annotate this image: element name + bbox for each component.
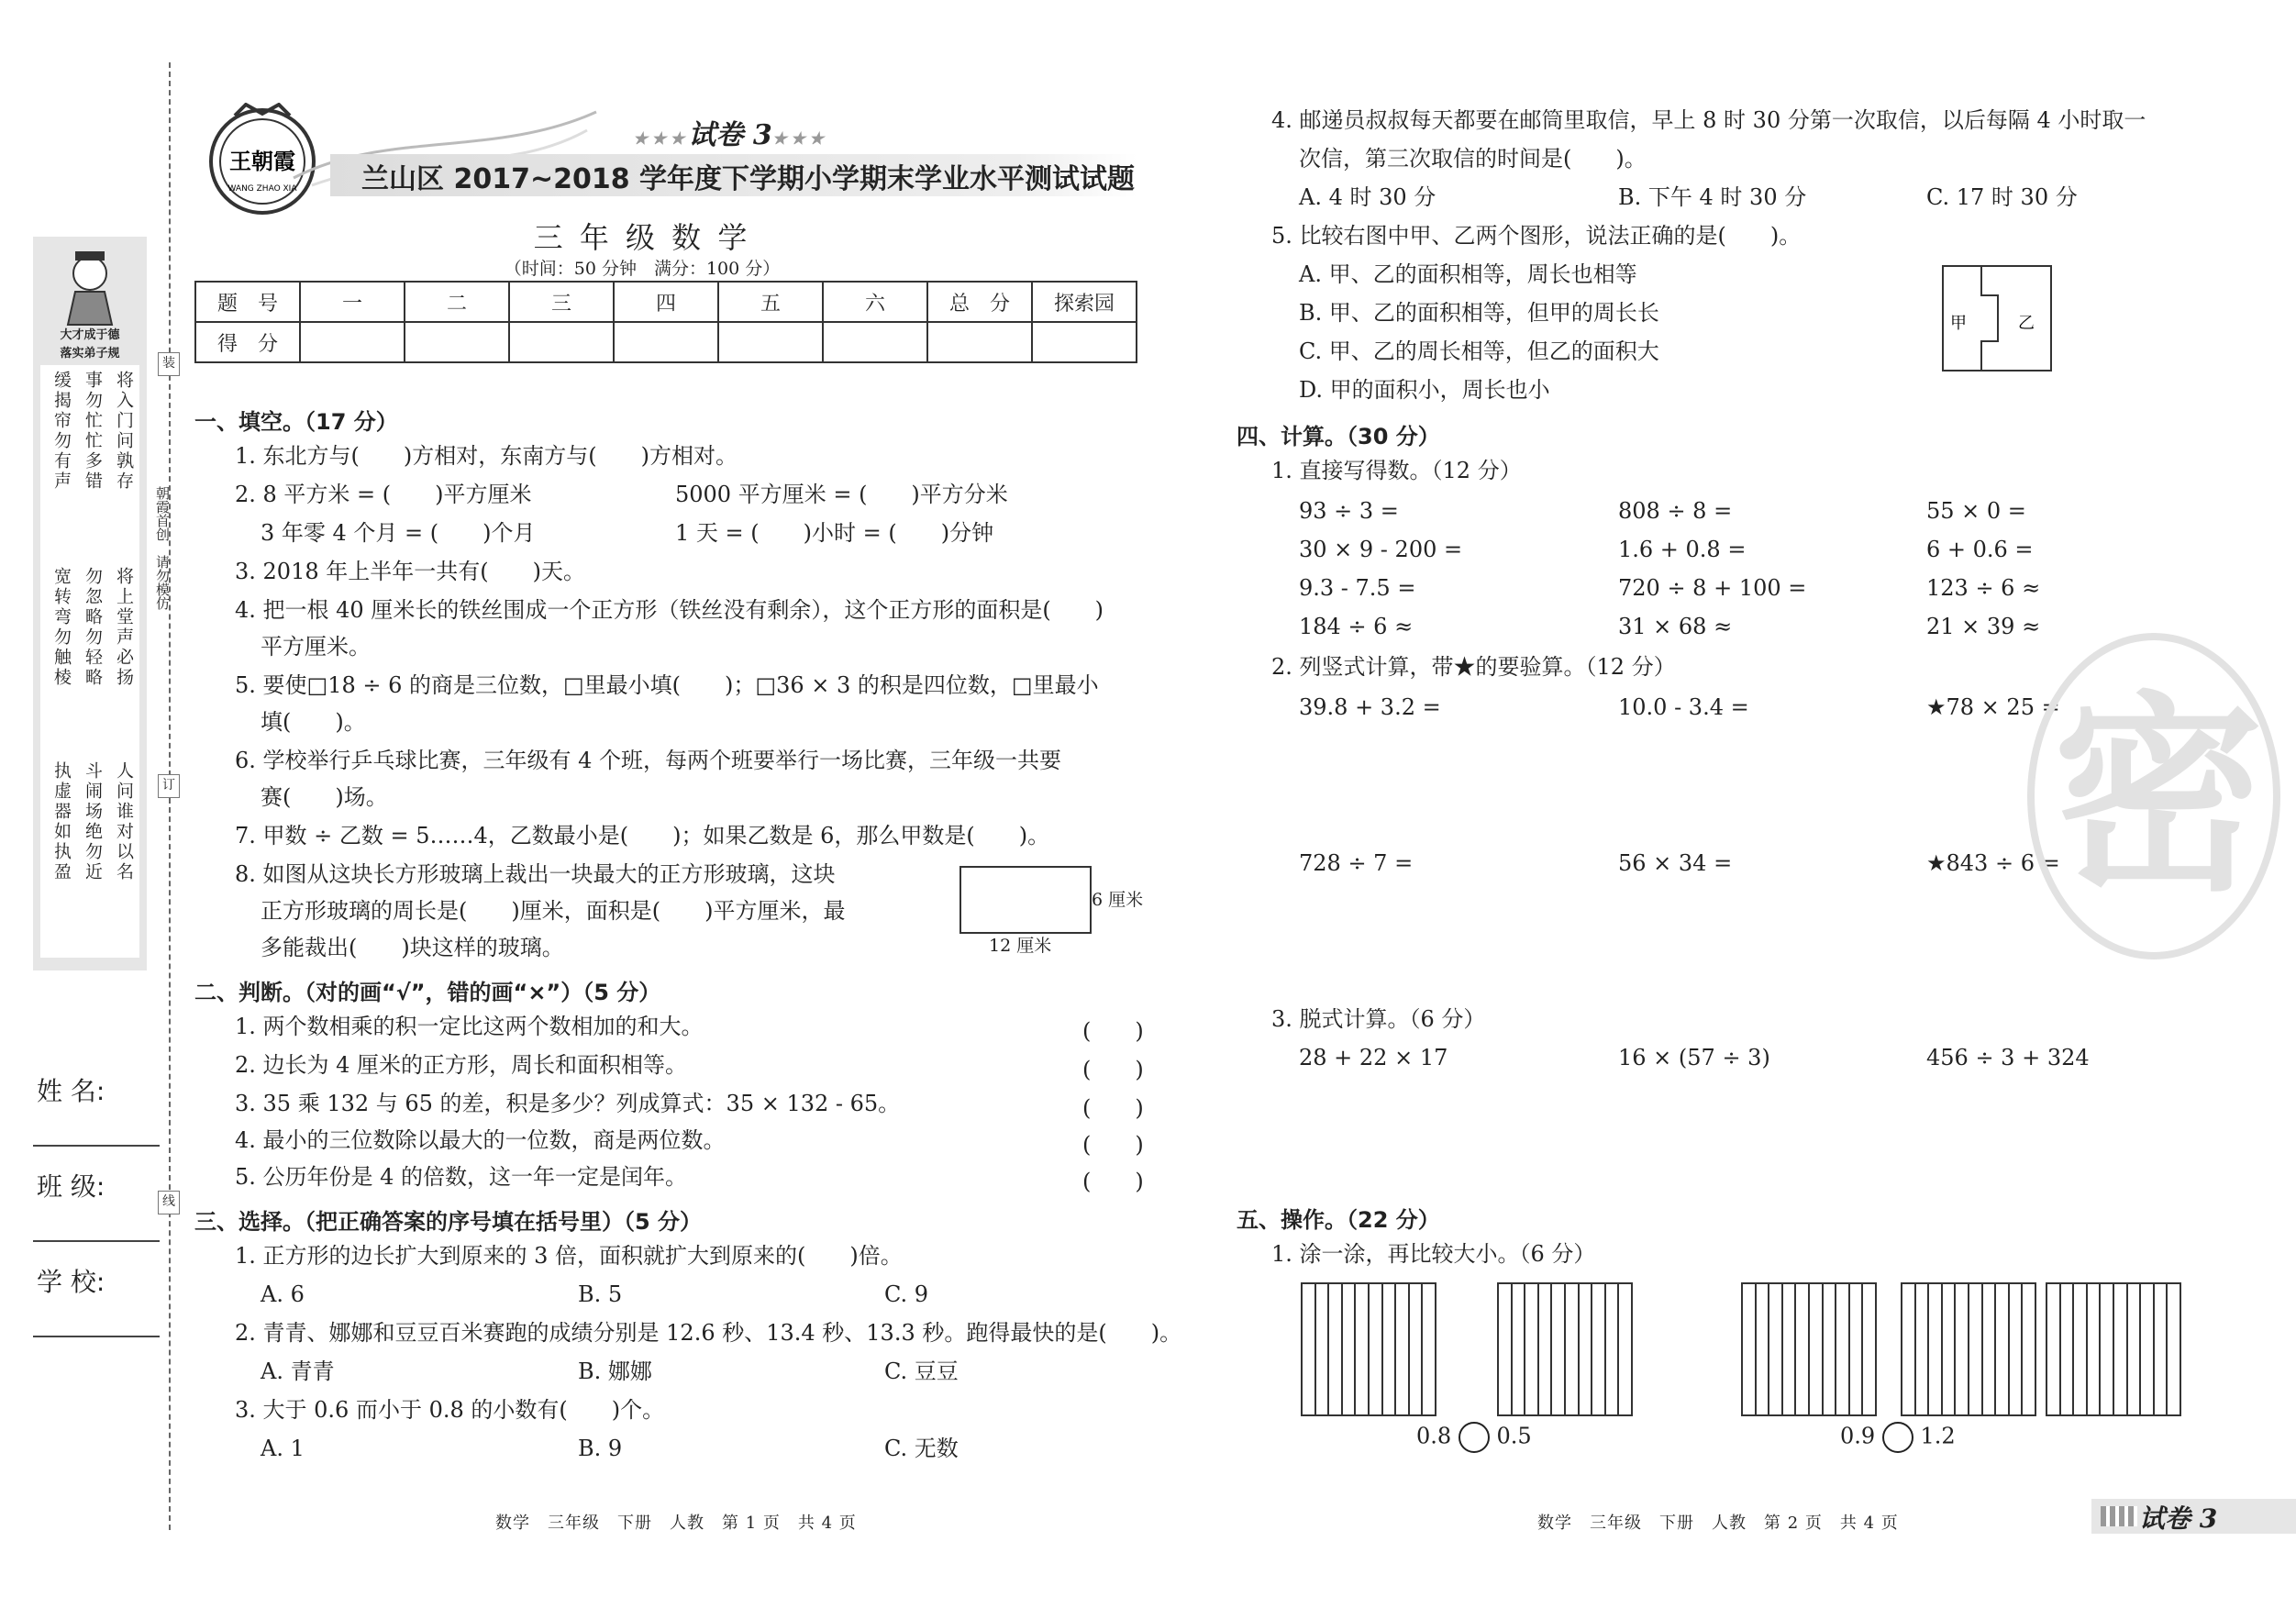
footer-pattern-icon bbox=[2101, 1506, 2137, 1526]
exam-meta: （时间：50 分钟 满分：100 分） bbox=[504, 259, 781, 279]
answer-paren[interactable]: ( ) bbox=[1082, 1057, 1144, 1082]
option[interactable]: B. 9 bbox=[578, 1436, 623, 1461]
option[interactable]: A. 4 时 30 分 bbox=[1299, 184, 1436, 210]
rules-text bbox=[40, 365, 139, 958]
question: 3 年零 4 个月 = ( )个月 bbox=[261, 520, 536, 546]
logo-name: 王朝霞 bbox=[229, 148, 295, 174]
compare-value: 0.8 bbox=[1416, 1423, 1452, 1449]
page-footer-right: 数学 三年级 下册 人教 第 2 页 共 4 页 bbox=[1537, 1514, 1899, 1533]
option[interactable]: D. 甲的面积小，周长也小 bbox=[1299, 377, 1550, 403]
subject-title: 三 年 级 数 学 bbox=[533, 220, 751, 255]
section-4-heading: 四、计算。（30 分） bbox=[1237, 424, 1440, 449]
calc-item: 184 ÷ 6 ≈ bbox=[1299, 614, 1414, 639]
rule-column: 斗闹场绝勿近 bbox=[83, 761, 103, 882]
question: 平方厘米。 bbox=[261, 634, 371, 660]
star-icon: ★★★ bbox=[633, 129, 689, 149]
calc-item: 808 ÷ 8 = bbox=[1618, 498, 1733, 524]
rule-column: 勿忽略勿轻略 bbox=[83, 567, 103, 688]
score-cell: 总 分 bbox=[927, 282, 1032, 322]
question: 4. 把一根 40 厘米长的铁丝围成一个正方形（铁丝没有剩余），这个正方形的面积是( ) bbox=[235, 597, 1104, 623]
calc-item: 39.8 + 3.2 = bbox=[1299, 694, 1441, 720]
rule-column: 宽转弯勿触棱 bbox=[51, 567, 72, 688]
confidential-watermark: 密 bbox=[2027, 633, 2280, 959]
question: 1. 东北方与( )方相对，东南方与( )方相对。 bbox=[235, 443, 738, 469]
option[interactable]: A. 1 bbox=[261, 1436, 305, 1461]
judge-item: 5. 公历年份是 4 的倍数，这一年一定是闰年。 bbox=[235, 1164, 688, 1190]
score-header-row bbox=[195, 282, 1137, 322]
question: 1. 正方形的边长扩大到原来的 3 倍，面积就扩大到原来的( )倍。 bbox=[235, 1243, 903, 1269]
question: 填( )。 bbox=[261, 709, 366, 735]
question: 次信，第三次取信的时间是( )。 bbox=[1299, 146, 1647, 172]
rule-column: 人问谁对以名 bbox=[114, 761, 134, 882]
calc-item: 30 × 9 - 200 = bbox=[1299, 537, 1463, 562]
score-input[interactable] bbox=[405, 322, 509, 362]
sub-heading: 2. 列竖式计算，带★的要验算。（12 分） bbox=[1271, 654, 1676, 680]
question: 7. 甲数 ÷ 乙数 = 5……4，乙数最小是( )；如果乙数是 6，那么甲数是( )。 bbox=[235, 823, 1050, 848]
section-5-heading: 五、操作。（22 分） bbox=[1237, 1207, 1440, 1233]
school-label: 学 校: bbox=[37, 1267, 105, 1297]
calc-item: 1.6 + 0.8 = bbox=[1618, 537, 1747, 562]
calc-item: ★843 ÷ 6 = bbox=[1926, 850, 2060, 876]
compare-value: 1.2 bbox=[1920, 1423, 1956, 1449]
sub-heading: 1. 直接写得数。（12 分） bbox=[1271, 458, 1522, 483]
glass-rectangle-figure bbox=[959, 866, 1092, 934]
judge-item: 4. 最小的三位数除以最大的一位数，商是两位数。 bbox=[235, 1127, 726, 1153]
rule-column: 执虚器如执盈 bbox=[51, 761, 72, 882]
bar-figure-0.5[interactable] bbox=[1497, 1282, 1633, 1416]
figure-label-yi: 乙 bbox=[2018, 314, 2035, 333]
motto-line: 落实弟子规 bbox=[60, 347, 120, 360]
calc-item: 456 ÷ 3 + 324 bbox=[1926, 1045, 2090, 1070]
score-input[interactable] bbox=[614, 322, 718, 362]
question: 4. 邮递员叔叔每天都要在邮筒里取信，早上 8 时 30 分第一次取信，以后每隔 4 小时取一 bbox=[1271, 107, 2146, 133]
bar-figure-0.9[interactable] bbox=[1741, 1282, 1877, 1416]
motto-line: 大才成于德 bbox=[60, 328, 120, 342]
question: 5. 要使□18 ÷ 6 的商是三位数，□里最小填( )；□36 × 3 的积是四位数，□里最小 bbox=[235, 672, 1099, 698]
rule-column: 将入门问孰存 bbox=[114, 371, 134, 492]
score-input[interactable] bbox=[300, 322, 405, 362]
score-cell: 得 分 bbox=[195, 322, 300, 362]
calc-item: 10.0 - 3.4 = bbox=[1618, 694, 1749, 720]
score-cell: 三 bbox=[509, 282, 614, 322]
compare-value: 0.9 bbox=[1840, 1423, 1876, 1449]
option[interactable]: A. 6 bbox=[261, 1281, 305, 1307]
score-cell: 四 bbox=[614, 282, 718, 322]
score-cell: 二 bbox=[405, 282, 509, 322]
question: 2. 8 平方米 = ( )平方厘米 bbox=[235, 482, 532, 507]
option[interactable]: C. 甲、乙的周长相等，但乙的面积大 bbox=[1299, 338, 1659, 364]
compare-circle[interactable] bbox=[1459, 1422, 1490, 1453]
calc-item: 9.3 - 7.5 = bbox=[1299, 575, 1416, 601]
exam-title: 兰山区 2017~2018 学年度下学期小学期末学业水平测试试题 bbox=[361, 163, 1136, 195]
calc-item: 93 ÷ 3 = bbox=[1299, 498, 1399, 524]
judge-item: 3. 35 乘 132 与 65 的差，积是多少？列成算式：35 × 132 - 65。 bbox=[235, 1091, 901, 1116]
compare-value: 0.5 bbox=[1496, 1423, 1532, 1449]
score-cell: 一 bbox=[300, 282, 405, 322]
calc-item: 28 + 22 × 17 bbox=[1299, 1045, 1448, 1070]
question: 3. 大于 0.6 而小于 0.8 的小数有( )个。 bbox=[235, 1397, 665, 1423]
side-vertical-note: 朝霞首创 请勿模仿 bbox=[154, 486, 171, 610]
score-input[interactable] bbox=[509, 322, 614, 362]
name-line[interactable] bbox=[33, 1145, 160, 1147]
jia-yi-figure bbox=[1941, 264, 2055, 374]
figure-height-label: 6 厘米 bbox=[1092, 890, 1144, 910]
section-3-heading: 三、选择。（把正确答案的序号填在括号里）（5 分） bbox=[194, 1209, 703, 1235]
exam-badge: ★★★试卷 3★★★ bbox=[633, 119, 828, 151]
calc-item: ★78 × 25 = bbox=[1926, 694, 2060, 720]
name-label: 姓 名: bbox=[37, 1076, 105, 1106]
option[interactable]: B. 甲、乙的面积相等，但甲的周长长 bbox=[1299, 300, 1659, 326]
question: 3. 2018 年上半年一共有( )天。 bbox=[235, 559, 585, 584]
question: 2. 青青、娜娜和豆豆百米赛跑的成绩分别是 12.6 秒、13.4 秒、13.3 秒。跑得最快的是( )。 bbox=[235, 1320, 1182, 1346]
option[interactable]: C. 17 时 30 分 bbox=[1926, 184, 2078, 210]
answer-paren[interactable]: ( ) bbox=[1082, 1095, 1144, 1121]
bar-figure-0.8[interactable] bbox=[1301, 1282, 1436, 1416]
page-footer-left: 数学 三年级 下册 人教 第 1 页 共 4 页 bbox=[495, 1514, 857, 1533]
section-2-heading: 二、判断。（对的画“√”，错的画“×”）（5 分） bbox=[194, 980, 661, 1005]
rule-column: 事勿忙忙多错 bbox=[83, 371, 103, 492]
rule-column: 将上堂声必扬 bbox=[114, 567, 134, 688]
option[interactable]: C. 9 bbox=[884, 1281, 929, 1307]
question: 8. 如图从这块长方形玻璃上裁出一块最大的正方形玻璃，这块 bbox=[235, 861, 836, 887]
bar-figure-1.2-b[interactable] bbox=[2046, 1282, 2181, 1416]
class-line[interactable] bbox=[33, 1240, 160, 1242]
answer-paren[interactable]: ( ) bbox=[1082, 1169, 1144, 1194]
question: 5000 平方厘米 = ( )平方分米 bbox=[675, 482, 1008, 507]
footer-badge: 试卷 3 bbox=[2139, 1503, 2218, 1534]
calc-item: 720 ÷ 8 + 100 = bbox=[1618, 575, 1807, 601]
answer-paren[interactable]: ( ) bbox=[1082, 1132, 1144, 1158]
option[interactable]: A. 青青 bbox=[261, 1359, 335, 1384]
answer-paren[interactable]: ( ) bbox=[1082, 1018, 1144, 1044]
question: 1 天 = ( )小时 = ( )分钟 bbox=[675, 520, 994, 546]
section-1-heading: 一、填空。（17 分） bbox=[194, 409, 398, 435]
score-input[interactable] bbox=[927, 322, 1032, 362]
calc-item: 31 × 68 ≈ bbox=[1618, 614, 1733, 639]
option[interactable]: A. 甲、乙的面积相等，周长也相等 bbox=[1299, 261, 1637, 287]
judge-item: 1. 两个数相乘的积一定比这两个数相加的和大。 bbox=[235, 1014, 704, 1039]
cut-mark: 订 bbox=[158, 774, 180, 798]
calc-item: 6 + 0.6 = bbox=[1926, 537, 2034, 562]
question: 6. 学校举行乒乓球比赛，三年级有 4 个班，每两个班要举行一场比赛，三年级一共要 bbox=[235, 748, 1062, 773]
rule-column: 缓揭帘勿有声 bbox=[51, 371, 72, 492]
question: 赛( )场。 bbox=[261, 784, 388, 810]
compare-circle[interactable] bbox=[1882, 1422, 1913, 1453]
calc-item: 16 × (57 ÷ 3) bbox=[1618, 1045, 1770, 1070]
judge-item: 2. 边长为 4 厘米的正方形，周长和面积相等。 bbox=[235, 1052, 688, 1078]
score-input[interactable] bbox=[718, 322, 823, 362]
option[interactable]: B. 下午 4 时 30 分 bbox=[1618, 184, 1807, 210]
question: 5. 比较右图中甲、乙两个图形，说法正确的是( )。 bbox=[1271, 223, 1802, 249]
sidebar-motto-panel bbox=[33, 237, 147, 970]
school-line[interactable] bbox=[33, 1336, 160, 1337]
score-table bbox=[194, 281, 1137, 363]
cut-mark: 线 bbox=[158, 1191, 180, 1214]
score-cell: 五 bbox=[718, 282, 823, 322]
score-cell: 题 号 bbox=[195, 282, 300, 322]
logo-sub: WANG ZHAO XIA bbox=[227, 184, 297, 194]
figure-width-label: 12 厘米 bbox=[989, 936, 1052, 956]
calc-item: 123 ÷ 6 ≈ bbox=[1926, 575, 2041, 601]
compare-1 bbox=[1416, 1422, 1532, 1453]
class-label: 班 级: bbox=[37, 1171, 105, 1202]
star-icon: ★★★ bbox=[771, 129, 828, 149]
option[interactable]: C. 豆豆 bbox=[884, 1359, 959, 1384]
score-cell: 六 bbox=[823, 282, 927, 322]
compare-2 bbox=[1840, 1422, 1956, 1453]
bar-figure-1.2-a[interactable] bbox=[1901, 1282, 2036, 1416]
score-value-row bbox=[195, 322, 1137, 362]
score-input[interactable] bbox=[823, 322, 927, 362]
question: 多能裁出( )块这样的玻璃。 bbox=[261, 935, 564, 960]
option[interactable]: B. 娜娜 bbox=[578, 1359, 652, 1384]
sub-heading: 1. 涂一涂，再比较大小。（6 分） bbox=[1271, 1241, 1596, 1267]
option[interactable]: B. 5 bbox=[578, 1281, 623, 1307]
figure-label-jia: 甲 bbox=[1950, 314, 1967, 333]
calc-item: 21 × 39 ≈ bbox=[1926, 614, 2041, 639]
score-input[interactable] bbox=[1032, 322, 1137, 362]
sub-heading: 3. 脱式计算。（6 分） bbox=[1271, 1006, 1486, 1032]
cut-mark: 装 bbox=[158, 352, 180, 376]
score-cell: 探索园 bbox=[1032, 282, 1137, 322]
calc-item: 55 × 0 = bbox=[1926, 498, 2026, 524]
calc-item: 728 ÷ 7 = bbox=[1299, 850, 1414, 876]
calc-item: 56 × 34 = bbox=[1618, 850, 1733, 876]
option[interactable]: C. 无数 bbox=[884, 1436, 959, 1461]
question: 正方形玻璃的周长是( )厘米，面积是( )平方厘米，最 bbox=[261, 898, 846, 924]
